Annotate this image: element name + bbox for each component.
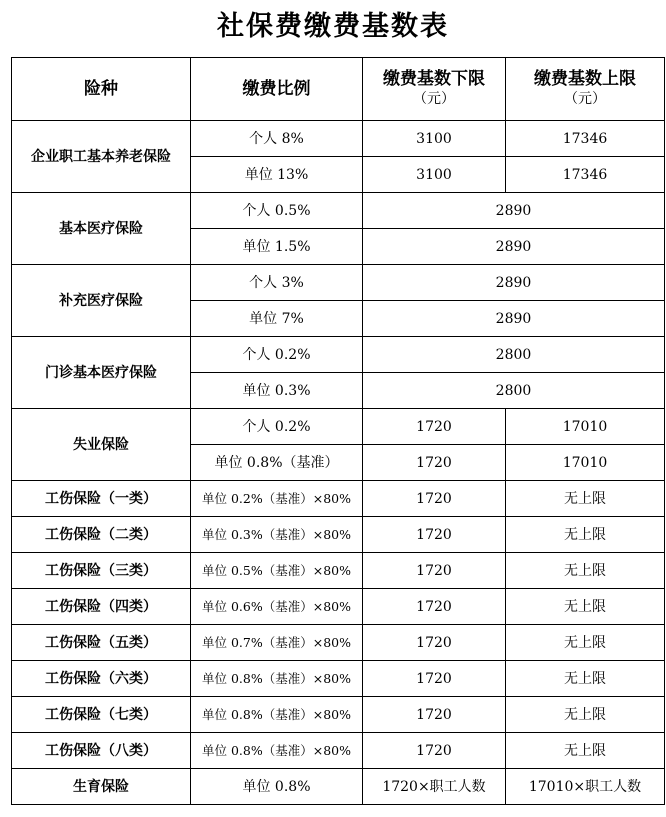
rate-cell: 单位 0.8%（基准）×80% (191, 697, 363, 733)
rate-cell: 个人 0.2% (191, 409, 363, 445)
upper-limit-cell: 无上限 (506, 625, 665, 661)
insurance-name: 工伤保险（四类） (12, 589, 191, 625)
table-header-row (12, 58, 665, 121)
upper-limit-cell: 17010 (506, 409, 665, 445)
rate-cell: 个人 3% (191, 265, 363, 301)
rate-cell: 单位 0.8%（基准）×80% (191, 661, 363, 697)
upper-limit-cell: 17346 (506, 157, 665, 193)
rate-cell: 单位 0.3% (191, 373, 363, 409)
upper-limit-cell: 无上限 (506, 661, 665, 697)
header-lower-limit-label: 缴费基数下限 (383, 69, 485, 89)
header-insurance-type: 险种 (12, 58, 191, 121)
insurance-name: 工伤保险（五类） (12, 625, 191, 661)
upper-limit-cell: 17010×职工人数 (506, 769, 665, 805)
lower-limit-cell: 1720 (363, 661, 506, 697)
upper-limit-cell: 无上限 (506, 481, 665, 517)
insurance-name: 企业职工基本养老保险 (12, 121, 191, 193)
lower-limit-cell: 3100 (363, 157, 506, 193)
upper-limit-cell: 无上限 (506, 733, 665, 769)
lower-limit-cell: 1720 (363, 553, 506, 589)
base-cell: 2890 (363, 193, 665, 229)
header-upper-limit-label: 缴费基数上限 (534, 69, 636, 89)
table-row (12, 337, 665, 373)
insurance-name: 工伤保险（三类） (12, 553, 191, 589)
base-cell: 2890 (363, 229, 665, 265)
table-row (12, 625, 665, 661)
lower-limit-cell: 1720 (363, 625, 506, 661)
contribution-base-table (11, 57, 665, 805)
table-row (12, 769, 665, 805)
lower-limit-cell: 3100 (363, 121, 506, 157)
insurance-name: 门诊基本医疗保险 (12, 337, 191, 409)
lower-limit-cell: 1720 (363, 481, 506, 517)
table-row (12, 733, 665, 769)
rate-cell: 个人 0.5% (191, 193, 363, 229)
upper-limit-cell: 17010 (506, 445, 665, 481)
rate-cell: 单位 13% (191, 157, 363, 193)
rate-cell: 单位 0.8%（基准） (191, 445, 363, 481)
table-row (12, 265, 665, 301)
table-row (12, 517, 665, 553)
rate-cell: 单位 0.2%（基准）×80% (191, 481, 363, 517)
insurance-name: 工伤保险（二类） (12, 517, 191, 553)
page-title: 社保费缴费基数表 (217, 11, 449, 42)
rate-cell: 个人 8% (191, 121, 363, 157)
upper-limit-cell: 无上限 (506, 517, 665, 553)
insurance-name: 工伤保险（八类） (12, 733, 191, 769)
upper-limit-cell: 无上限 (506, 553, 665, 589)
rate-cell: 个人 0.2% (191, 337, 363, 373)
insurance-name: 补充医疗保险 (12, 265, 191, 337)
table-row (12, 697, 665, 733)
insurance-name: 基本医疗保险 (12, 193, 191, 265)
base-cell: 2890 (363, 265, 665, 301)
table-row (12, 661, 665, 697)
rate-cell: 单位 1.5% (191, 229, 363, 265)
header-lower-limit (363, 58, 506, 121)
header-upper-limit (506, 58, 665, 121)
header-upper-limit-unit: （元） (564, 91, 606, 107)
table-row (12, 481, 665, 517)
base-cell: 2800 (363, 373, 665, 409)
rate-cell: 单位 0.8% (191, 769, 363, 805)
table-row (12, 553, 665, 589)
lower-limit-cell: 1720 (363, 589, 506, 625)
insurance-name: 工伤保险（七类） (12, 697, 191, 733)
rate-cell: 单位 0.6%（基准）×80% (191, 589, 363, 625)
upper-limit-cell: 17346 (506, 121, 665, 157)
insurance-name: 生育保险 (12, 769, 191, 805)
rate-cell: 单位 0.5%（基准）×80% (191, 553, 363, 589)
header-lower-limit-unit: （元） (413, 91, 455, 107)
base-cell: 2890 (363, 301, 665, 337)
upper-limit-cell: 无上限 (506, 697, 665, 733)
rate-cell: 单位 0.7%（基准）×80% (191, 625, 363, 661)
rate-cell: 单位 0.3%（基准）×80% (191, 517, 363, 553)
lower-limit-cell: 1720 (363, 697, 506, 733)
lower-limit-cell: 1720×职工人数 (363, 769, 506, 805)
table-row (12, 121, 665, 157)
lower-limit-cell: 1720 (363, 409, 506, 445)
lower-limit-cell: 1720 (363, 445, 506, 481)
rate-cell: 单位 0.8%（基准）×80% (191, 733, 363, 769)
upper-limit-cell: 无上限 (506, 589, 665, 625)
header-rate: 缴费比例 (191, 58, 363, 121)
table-row (12, 193, 665, 229)
lower-limit-cell: 1720 (363, 733, 506, 769)
insurance-name: 工伤保险（六类） (12, 661, 191, 697)
base-cell: 2800 (363, 337, 665, 373)
insurance-name: 失业保险 (12, 409, 191, 481)
lower-limit-cell: 1720 (363, 517, 506, 553)
rate-cell: 单位 7% (191, 301, 363, 337)
table-row (12, 409, 665, 445)
table-row (12, 589, 665, 625)
insurance-name: 工伤保险（一类） (12, 481, 191, 517)
